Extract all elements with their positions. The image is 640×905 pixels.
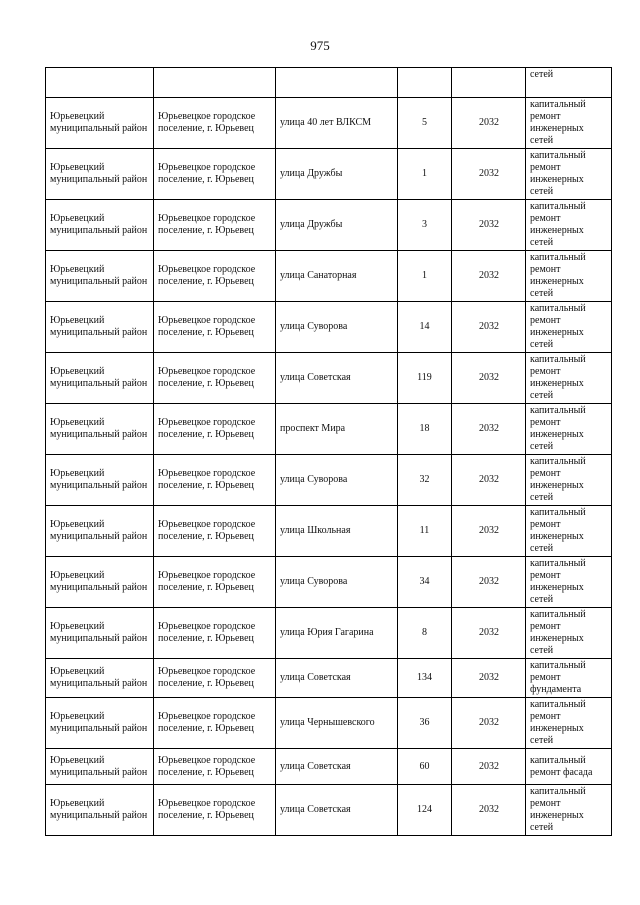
year-cell: 2032 [452, 506, 526, 557]
settlement-cell: Юрьевецкое городское поселение, г. Юрьевец [154, 749, 276, 785]
district-cell: Юрьевецкий муниципальный район [46, 404, 154, 455]
page-number: 975 [310, 38, 330, 53]
house-number-cell: 119 [398, 353, 452, 404]
table-row [46, 557, 612, 608]
house-number-cell: 8 [398, 608, 452, 659]
house-number-cell: 1 [398, 149, 452, 200]
house-number-cell: 3 [398, 200, 452, 251]
settlement-cell: Юрьевецкое городское поселение, г. Юрьевец [154, 353, 276, 404]
table-row [46, 698, 612, 749]
house-number-cell: 134 [398, 659, 452, 698]
work-type-cell: капитальный ремонт инженерных сетей [526, 353, 612, 404]
street-cell: улица Советская [276, 659, 398, 698]
work-type-cell: капитальный ремонт инженерных сетей [526, 455, 612, 506]
work-type-cell: капитальный ремонт инженерных сетей [526, 785, 612, 836]
district-cell: Юрьевецкий муниципальный район [46, 608, 154, 659]
year-cell: 2032 [452, 251, 526, 302]
table-row [46, 659, 612, 698]
settlement-cell: Юрьевецкое городское поселение, г. Юрьевец [154, 698, 276, 749]
settlement-cell: Юрьевецкое городское поселение, г. Юрьевец [154, 608, 276, 659]
street-cell: улица Суворова [276, 455, 398, 506]
street-cell: улица Дружбы [276, 200, 398, 251]
work-type-cell: капитальный ремонт инженерных сетей [526, 302, 612, 353]
year-cell: 2032 [452, 149, 526, 200]
district-cell: Юрьевецкий муниципальный район [46, 557, 154, 608]
year-cell: 2032 [452, 200, 526, 251]
district-cell: Юрьевецкий муниципальный район [46, 302, 154, 353]
house-number-cell: 11 [398, 506, 452, 557]
district-cell: Юрьевецкий муниципальный район [46, 506, 154, 557]
continuation-row [46, 68, 612, 98]
house-number-cell: 36 [398, 698, 452, 749]
house-number-cell: 14 [398, 302, 452, 353]
work-type-cell: капитальный ремонт фасада [526, 749, 612, 785]
table-row [46, 608, 612, 659]
district-cell: Юрьевецкий муниципальный район [46, 353, 154, 404]
district-cell: Юрьевецкий муниципальный район [46, 698, 154, 749]
repair-schedule-table [45, 67, 612, 836]
settlement-cell: Юрьевецкое городское поселение, г. Юрьевец [154, 506, 276, 557]
settlement-cell: Юрьевецкое городское поселение, г. Юрьевец [154, 557, 276, 608]
house-number-cell: 60 [398, 749, 452, 785]
work-type-cell: капитальный ремонт инженерных сетей [526, 98, 612, 149]
settlement-cell: Юрьевецкое городское поселение, г. Юрьевец [154, 251, 276, 302]
district-cell: Юрьевецкий муниципальный район [46, 659, 154, 698]
work-type-cell: капитальный ремонт инженерных сетей [526, 608, 612, 659]
year-cell: 2032 [452, 455, 526, 506]
work-type-cell: капитальный ремонт инженерных сетей [526, 251, 612, 302]
work-type-cell: капитальный ремонт инженерных сетей [526, 404, 612, 455]
work-type-cell: капитальный ремонт инженерных сетей [526, 557, 612, 608]
street-cell: улица Школьная [276, 506, 398, 557]
year-cell: 2032 [452, 302, 526, 353]
table-row [46, 353, 612, 404]
year-cell: 2032 [452, 749, 526, 785]
house-number-cell: 1 [398, 251, 452, 302]
table-row [46, 302, 612, 353]
table-body [46, 68, 612, 836]
work-type-cell: сетей [526, 68, 612, 98]
settlement-cell: Юрьевецкое городское поселение, г. Юрьевец [154, 98, 276, 149]
district-cell: Юрьевецкий муниципальный район [46, 200, 154, 251]
work-type-cell: капитальный ремонт инженерных сетей [526, 200, 612, 251]
work-type-cell: капитальный ремонт инженерных сетей [526, 698, 612, 749]
house-number-cell: 5 [398, 98, 452, 149]
street-cell: улица Дружбы [276, 149, 398, 200]
table-row [46, 251, 612, 302]
year-cell: 2032 [452, 404, 526, 455]
street-cell: улица Чернышевского [276, 698, 398, 749]
year-cell: 2032 [452, 608, 526, 659]
settlement-cell [154, 68, 276, 98]
house-number-cell [398, 68, 452, 98]
district-cell: Юрьевецкий муниципальный район [46, 455, 154, 506]
settlement-cell: Юрьевецкое городское поселение, г. Юрьевец [154, 149, 276, 200]
table-row [46, 404, 612, 455]
street-cell: улица Суворова [276, 557, 398, 608]
year-cell: 2032 [452, 353, 526, 404]
street-cell: улица Санаторная [276, 251, 398, 302]
year-cell: 2032 [452, 698, 526, 749]
settlement-cell: Юрьевецкое городское поселение, г. Юрьевец [154, 302, 276, 353]
table-row [46, 98, 612, 149]
street-cell: улица Советская [276, 353, 398, 404]
settlement-cell: Юрьевецкое городское поселение, г. Юрьевец [154, 785, 276, 836]
street-cell [276, 68, 398, 98]
settlement-cell: Юрьевецкое городское поселение, г. Юрьевец [154, 455, 276, 506]
house-number-cell: 32 [398, 455, 452, 506]
year-cell: 2032 [452, 785, 526, 836]
district-cell [46, 68, 154, 98]
table-row [46, 506, 612, 557]
table-row [46, 749, 612, 785]
table-row [46, 200, 612, 251]
street-cell: улица Советская [276, 749, 398, 785]
street-cell: улица 40 лет ВЛКСМ [276, 98, 398, 149]
settlement-cell: Юрьевецкое городское поселение, г. Юрьевец [154, 200, 276, 251]
table-row [46, 455, 612, 506]
street-cell: улица Суворова [276, 302, 398, 353]
year-cell: 2032 [452, 98, 526, 149]
district-cell: Юрьевецкий муниципальный район [46, 785, 154, 836]
house-number-cell: 34 [398, 557, 452, 608]
work-type-cell: капитальный ремонт инженерных сетей [526, 506, 612, 557]
settlement-cell: Юрьевецкое городское поселение, г. Юрьевец [154, 404, 276, 455]
house-number-cell: 18 [398, 404, 452, 455]
street-cell: улица Советская [276, 785, 398, 836]
year-cell [452, 68, 526, 98]
street-cell: улица Юрия Гагарина [276, 608, 398, 659]
street-cell: проспект Мира [276, 404, 398, 455]
table-row [46, 149, 612, 200]
year-cell: 2032 [452, 659, 526, 698]
work-type-cell: капитальный ремонт фундамента [526, 659, 612, 698]
district-cell: Юрьевецкий муниципальный район [46, 98, 154, 149]
district-cell: Юрьевецкий муниципальный район [46, 149, 154, 200]
district-cell: Юрьевецкий муниципальный район [46, 749, 154, 785]
district-cell: Юрьевецкий муниципальный район [46, 251, 154, 302]
year-cell: 2032 [452, 557, 526, 608]
table-row [46, 785, 612, 836]
settlement-cell: Юрьевецкое городское поселение, г. Юрьевец [154, 659, 276, 698]
house-number-cell: 124 [398, 785, 452, 836]
work-type-cell: капитальный ремонт инженерных сетей [526, 149, 612, 200]
